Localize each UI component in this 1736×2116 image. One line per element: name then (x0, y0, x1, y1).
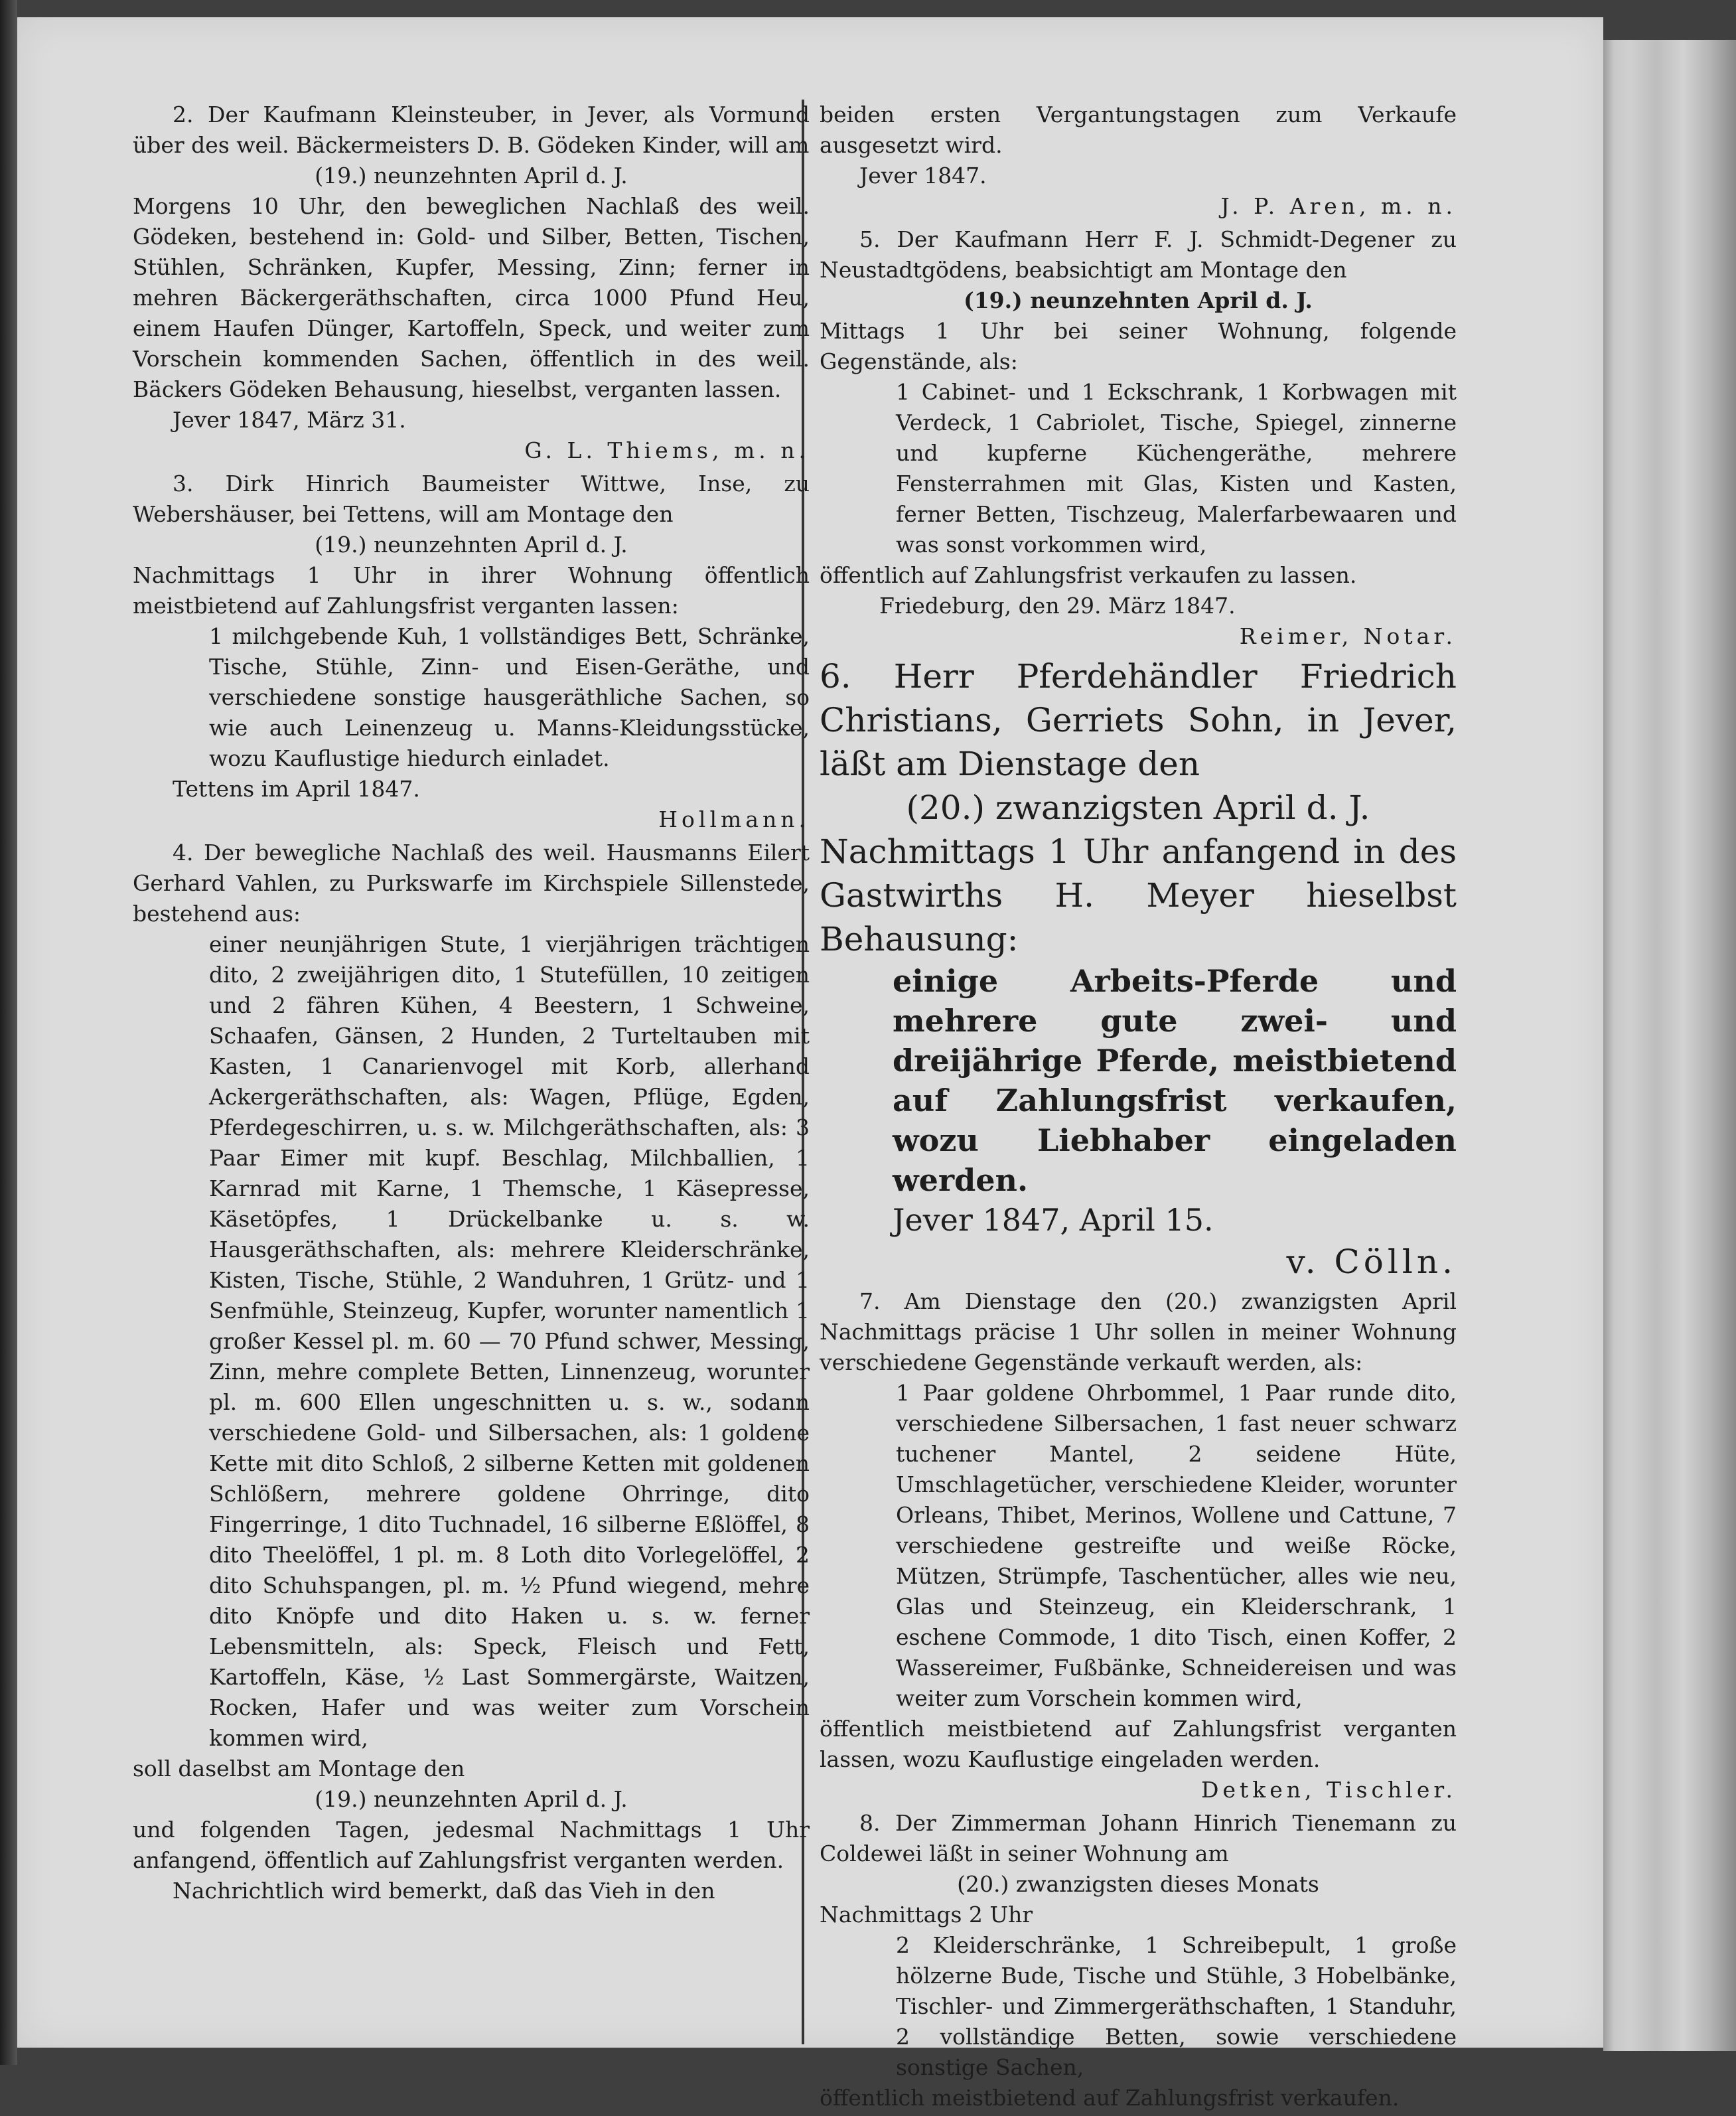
notice-5-place: Friedeburg, den 29. März 1847. (879, 593, 1236, 619)
notice-3-body: Nachmittags 1 Uhr in ihrer Wohnung öffentlich meistbietend auf Zahlungsfrist verganten lassen: (133, 562, 810, 619)
notice-5-tail: öffentlich auf Zahlungsfrist verkaufen zu lassen. (820, 562, 1357, 588)
notice-3-intro: 3. Dirk Hinrich Baumeister Wittwe, Inse, zu Webershäuser, bei Tettens, will am Montage den (133, 471, 810, 527)
notice-5-intro: 5. Der Kaufmann Herr F. J. Schmidt-Degener zu Neustadtgödens, beabsichtigt am Montage den (820, 226, 1457, 283)
notice-3-date: (19.) neunzehnten April d. J. (315, 532, 628, 558)
notice-7-tail: öffentlich meistbietend auf Zahlungsfrist verganten lassen, wozu Kauflustige eingeladen werden. (820, 1716, 1457, 1772)
notice-4-items: einer neunjährigen Stute, 1 vierjährigen trächtigen dito, 2 zweijährigen dito, 1 Stutefüllen, 10 zeitigen und 2 fähren Kühen, 4 Beestern, 1 Schweine, Schaafen, Gänsen, 2 Hunden, 2 Turteltauben mit Kasten, 1 Canarienvogel mit Korb, allerhand Ackergeräthschaften, als: Wagen, Pflüge, Egden, Pferdegeschirren, u. s. w. Milchgeräthschaften, als: 3 Paar Eimer mit kupf. Beschlag, Milchballien, 1 Karnrad mit Karne, 1 Themsche, 1 Käsepresse, Käsetöpfes, 1 Drückelbanke u. s. w. Hausgeräthschaften, als: mehrere Kleiderschränke, Kisten, Tische, Stühle, 2 Wanduhren, 1 Grütz- und 1 Senfmühle, Steinzeug, Kupfer, worunter namentlich 1 großer Kessel pl. m. 60 — 70 Pfund schwer, Messing, Zinn, mehre complete Betten, Linnenzeug, worunter pl. m. 600 Ellen ungeschnitten u. s. w., sodann verschiedene Gold- und Silbersachen, als: 1 goldene Kette mit dito Schloß, 2 silberne Ketten mit goldenen Schlößern, mehrere goldene Ohrringe, dito Fingerringe, 1 dito Tuchnadel, 16 silberne Eßlöffel, 8 dito Theelöffel, 1 pl. m. 8 Loth dito Vorlegelöffel, 2 dito Schuhspangen, pl. m. ½ Pfund wiegend, mehre dito Knöpfe und dito Haken u. s. w. ferner Lebensmitteln, als: Speck, Fleisch und Fett, Kartoffeln, Käse, ½ Last Sommergärste, Waitzen, Rocken, Hafer und was weiter zum Vorschein kommen wird, (209, 931, 810, 1751)
notice-3 (133, 469, 810, 835)
notice-6-items: einige Arbeits-Pferde und mehrere gute zwei- und dreijährige Pferde, meistbietend auf Zahlungsfrist verkaufen, wozu Liebhaber eingeladen werden. (893, 963, 1457, 1198)
notice-4-tail: soll daselbst am Montage den (133, 1756, 465, 1781)
notice-2-body: Morgens 10 Uhr, den beweglichen Nachlaß des weil. Gödeken, bestehend in: Gold- und Silber, Betten, Tischen, Stühlen, Schränken, Kupfer, Messing, Zinn; ferner in mehren Bäckergeräthschaften, circa 1000 Pfund Heu, einem Haufen Dünger, Kartoffeln, Speck, und weiter zum Vorschein kommenden Sachen, öffentlich in des weil. Bäckers Gödeken Behausung, hieselbst, verganten lassen. (133, 193, 810, 402)
notice-4-note: Nachrichtlich wird bemerkt, daß das Vieh in den (173, 1878, 715, 1904)
notice-7-signature: Detken, Tischler. (1201, 1777, 1457, 1803)
notice-4-continued-signature: J. P. Aren, m. n. (1220, 193, 1457, 219)
notice-8-intro: 8. Der Zimmerman Johann Hinrich Tienemann zu Coldewei läßt in seiner Wohnung am (820, 1810, 1457, 1866)
notice-4 (133, 838, 810, 1906)
notice-7-items: 1 Paar goldene Ohrbommel, 1 Paar runde dito, verschiedene Silbersachen, 1 fast neuer schwarz tuchener Mantel, 2 seidene Hüte, Umschlagetücher, verschiedene Kleider, worunter Orleans, Thibet, Merinos, Wollene und Cattune, 7 verschiedene gestreifte und weiße Röcke, Mützen, Strümpfe, Taschentücher, alles wie neu, Glas und Steinzeug, ein Kleiderschrank, 1 eschene Commode, 1 dito Tisch, einen Koffer, 2 Wassereimer, Fußbänke, Schneidereisen und was weiter zum Vorschein kommen wird, (896, 1380, 1457, 1711)
notice-4-continued (820, 100, 1457, 222)
page-stack-edge (1603, 40, 1736, 2051)
notice-2-place: Jever 1847, März 31. (173, 407, 406, 433)
notice-6-body: Nachmittags 1 Uhr anfangend in des Gastwirths H. Meyer hieselbst Behausung: (820, 832, 1457, 958)
notice-8-tail: öffentlich meistbietend auf Zahlungsfrist verkaufen. (820, 2085, 1400, 2111)
notice-4-date: (19.) neunzehnten April d. J. (315, 1786, 628, 1812)
notice-2-intro: 2. Der Kaufmann Kleinsteuber, in Jever, als Vormund über des weil. Bäckermeisters D. B. Gödeken Kinder, will am (133, 102, 810, 158)
notice-5-signature: Reimer, Notar. (1239, 623, 1457, 649)
notice-6-signature: v. Cölln. (1286, 1243, 1457, 1281)
notice-8-date: (20.) zwanzigsten dieses Monats (957, 1871, 1319, 1897)
notice-4-continued-text: beiden ersten Vergantungstagen zum Verkaufe ausgesetzt wird. (820, 102, 1457, 158)
notice-6-date: (20.) zwanzigsten April d. J. (906, 789, 1370, 827)
notice-4-intro: 4. Der bewegliche Nachlaß des weil. Hausmanns Eilert Gerhard Vahlen, zu Purkswarfe im Kirchspiele Sillenstede, bestehend aus: (133, 840, 810, 927)
left-column (133, 100, 810, 1909)
notice-5-items: 1 Cabinet- und 1 Eckschrank, 1 Korbwagen mit Verdeck, 1 Cabriolet, Tische, Spiegel, zinnerne und kupferne Küchengeräthe, mehrere Fensterrahmen mit Glas, Kisten und Kasten, ferner Betten, Tischzeug, Malerfarbewaaren und was sonst vorkommen wird, (896, 379, 1457, 558)
notice-2-signature: G. L. Thiems, m. n. (524, 437, 810, 463)
notice-5-date: (19.) neunzehnten April d. J. (964, 287, 1313, 313)
book-spine (0, 0, 17, 2065)
notice-3-signature: Hollmann. (658, 806, 810, 832)
notice-6-intro: 6. Herr Pferdehändler Friedrich Christians, Gerriets Sohn, in Jever, läßt am Dienstage den (820, 657, 1457, 783)
notice-7 (820, 1286, 1457, 1805)
right-column (820, 100, 1457, 2116)
notice-8 (820, 1808, 1457, 2113)
notice-6-place: Jever 1847, April 15. (893, 1202, 1214, 1238)
notice-4-continued-place: Jever 1847. (859, 163, 987, 189)
notice-4-body: und folgenden Tagen, jedesmal Nachmittags 1 Uhr anfangend, öffentlich auf Zahlungsfrist verganten werden. (133, 1817, 810, 1873)
notice-8-body: Nachmittags 2 Uhr (820, 1902, 1033, 1927)
notice-5-body: Mittags 1 Uhr bei seiner Wohnung, folgende Gegenstände, als: (820, 318, 1457, 374)
notice-3-items: 1 milchgebende Kuh, 1 vollständiges Bett, Schränke, Tische, Stühle, Zinn- und Eisen-Geräthe, und verschiedene sonstige hausgeräthliche Sachen, so wie auch Leinenzeug u. Manns-Kleidungsstücke, wozu Kauflustige hiedurch einladet. (209, 623, 810, 771)
notice-2-date: (19.) neunzehnten April d. J. (315, 163, 628, 189)
notice-6 (820, 654, 1457, 1284)
notice-7-intro: 7. Am Dienstage den (20.) zwanzigsten April Nachmittags präcise 1 Uhr sollen in meiner Wohnung verschiedene Gegenstände verkauft werden, als: (820, 1288, 1457, 1375)
notice-3-place: Tettens im April 1847. (173, 776, 420, 802)
notice-8-items: 2 Kleiderschränke, 1 Schreibepult, 1 große hölzerne Bude, Tische und Stühle, 3 Hobelbänke, Tischler- und Zimmergeräthschaften, 1 Standuhr, 2 vollständige Betten, sowie verschiedene sonstige Sachen, (896, 1932, 1457, 2080)
notice-2 (133, 100, 810, 466)
notice-5 (820, 224, 1457, 652)
